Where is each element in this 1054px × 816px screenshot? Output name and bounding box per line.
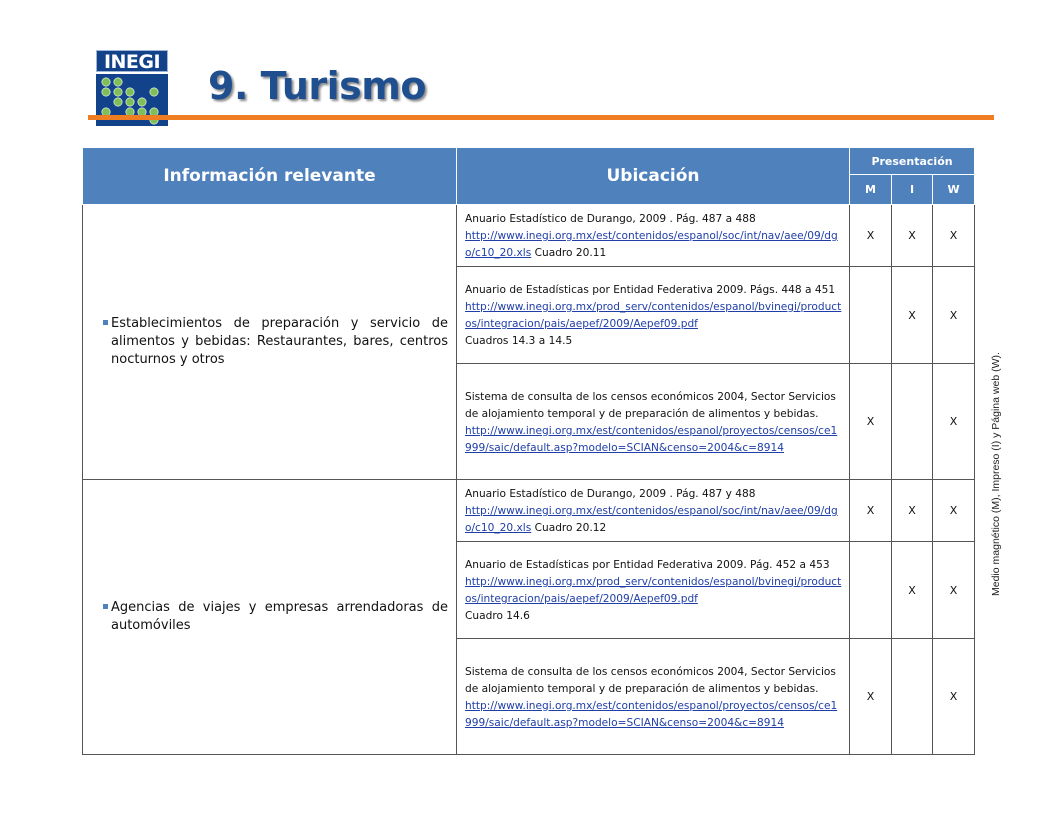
location-cell xyxy=(457,267,850,364)
mark-w: X xyxy=(933,267,975,364)
location-cell xyxy=(457,205,850,267)
source-text: Sistema de consulta de los censos económicos 2004, Sector Servicios de alojamiento temporal y de preparación de alimentos y bebidas. xyxy=(465,390,836,420)
mark-w: X xyxy=(933,639,975,755)
mark-m: X xyxy=(850,364,892,480)
table-ref: Cuadros 14.3 a 14.5 xyxy=(465,335,573,347)
source-text: Anuario de Estadísticas por Entidad Federativa 2009. Págs. 448 a 451 xyxy=(465,284,836,296)
source-link[interactable]: http://www.inegi.org.mx/prod_serv/contenidos/espanol/bvinegi/productos/integracion/pais/aepef/2009/Aepef09.pdf xyxy=(465,301,842,330)
mark-m xyxy=(850,267,892,364)
title-divider xyxy=(88,115,994,120)
mark-m xyxy=(850,542,892,639)
header-location: Ubicación xyxy=(457,148,850,205)
source-text: Anuario Estadístico de Durango, 2009 . Pág. 487 y 488 xyxy=(465,488,756,500)
table-ref: Cuadro 20.12 xyxy=(531,522,607,534)
table-row xyxy=(83,205,975,267)
header-info: Información relevante xyxy=(83,148,457,205)
source-text: Anuario Estadístico de Durango, 2009 . Pág. 487 a 488 xyxy=(465,213,756,225)
mark-i xyxy=(892,364,933,480)
mark-w: X xyxy=(933,364,975,480)
legend-note: Medio magnético (M), Impreso (I) y Página web (W). xyxy=(990,352,1002,596)
source-text: Sistema de consulta de los censos económicos 2004, Sector Servicios de alojamiento temporal y de preparación de alimentos y bebidas. xyxy=(465,665,836,695)
topic-text xyxy=(103,315,448,369)
topic-cell xyxy=(83,480,457,755)
mark-i xyxy=(892,639,933,755)
location-cell xyxy=(457,480,850,542)
mark-m: X xyxy=(850,205,892,267)
source-link[interactable]: http://www.inegi.org.mx/est/contenidos/espanol/proyectos/censos/ce1999/saic/default.asp?modelo=SCIAN&censo=2004&c=8914 xyxy=(465,699,838,729)
mark-i: X xyxy=(892,267,933,364)
header-presentation: Presentación xyxy=(850,148,975,175)
source-link[interactable]: http://www.inegi.org.mx/est/contenidos/espanol/soc/int/nav/aee/09/dgo/c10_20.xls xyxy=(465,505,838,534)
mark-m: X xyxy=(850,639,892,755)
tourism-info-table xyxy=(82,147,975,755)
mark-w: X xyxy=(933,205,975,267)
topic-label: Agencias de viajes y empresas arrendadoras de automóviles xyxy=(111,600,448,633)
mark-w: X xyxy=(933,542,975,639)
table-row xyxy=(83,480,975,542)
source-link[interactable]: http://www.inegi.org.mx/prod_serv/contenidos/espanol/bvinegi/productos/integracion/pais/aepef/2009/Aepef09.pdf xyxy=(465,576,842,605)
logo-text: INEGI xyxy=(96,50,168,72)
header-i: I xyxy=(892,175,933,205)
source-link[interactable]: http://www.inegi.org.mx/est/contenidos/espanol/proyectos/censos/ce1999/saic/default.asp?modelo=SCIAN&censo=2004&c=8914 xyxy=(465,424,838,454)
topic-text xyxy=(103,599,448,635)
location-cell xyxy=(457,364,850,480)
header-w: W xyxy=(933,175,975,205)
topic-label: Establecimientos de preparación y servicio de alimentos y bebidas: Restaurantes, bares, centros nocturnos y otros xyxy=(111,316,448,367)
topic-cell xyxy=(83,205,457,480)
header-m: M xyxy=(850,175,892,205)
source-link[interactable]: http://www.inegi.org.mx/est/contenidos/espanol/soc/int/nav/aee/09/dgo/c10_20.xls xyxy=(465,230,838,259)
page-title: 9. Turismo xyxy=(208,64,426,108)
source-text: Anuario de Estadísticas por Entidad Federativa 2009. Pág. 452 a 453 xyxy=(465,559,830,571)
mark-i: X xyxy=(892,542,933,639)
mark-w: X xyxy=(933,480,975,542)
location-cell xyxy=(457,542,850,639)
mark-i: X xyxy=(892,480,933,542)
location-cell xyxy=(457,639,850,755)
bullet-icon xyxy=(103,604,108,609)
bullet-icon xyxy=(103,320,108,325)
table-ref: Cuadro 14.6 xyxy=(465,610,530,622)
table-ref: Cuadro 20.11 xyxy=(531,247,607,259)
mark-m: X xyxy=(850,480,892,542)
mark-i: X xyxy=(892,205,933,267)
